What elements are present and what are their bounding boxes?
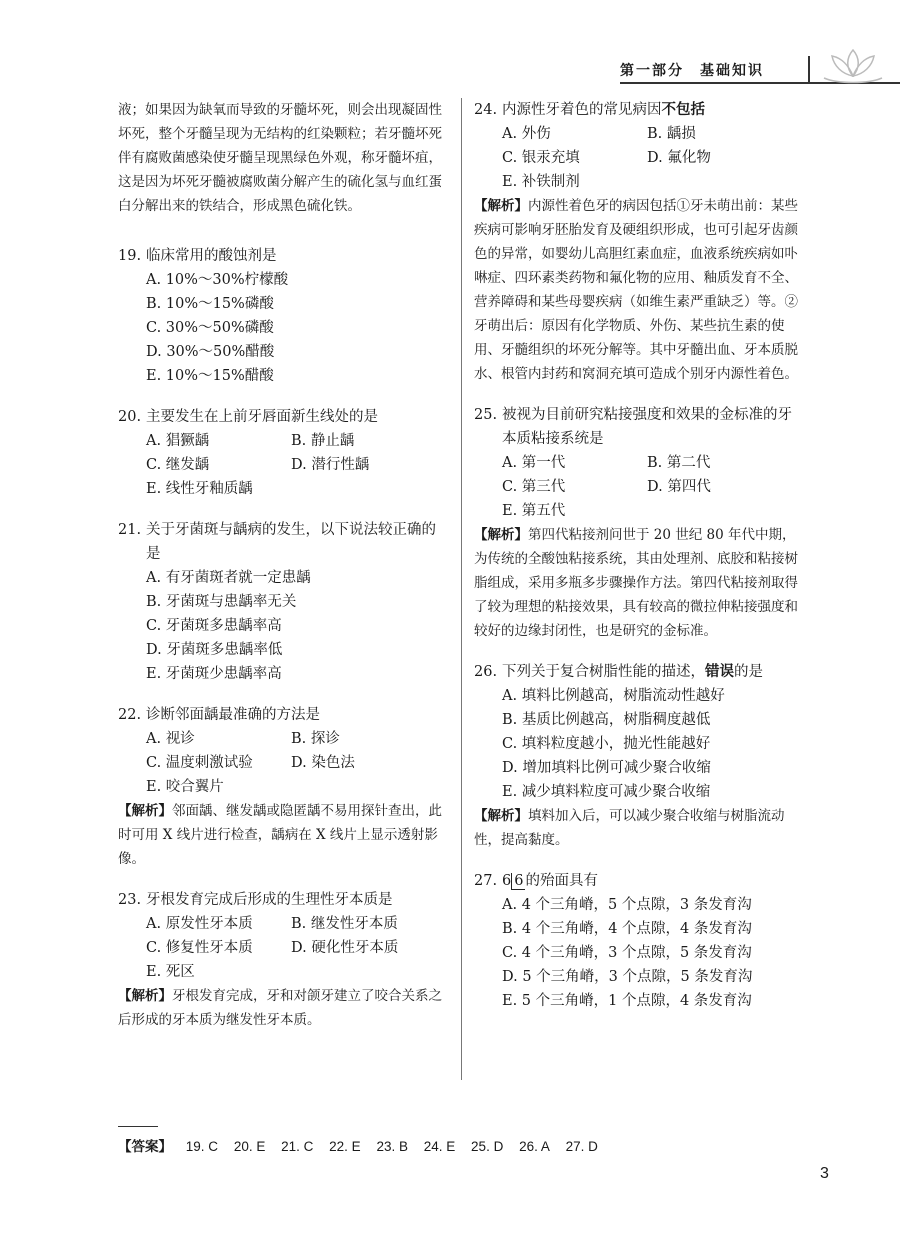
option: A. 有牙菌斑者就一定患龋 xyxy=(146,570,311,586)
left-column xyxy=(118,98,448,1049)
question-stem: 被视为目前研究粘接强度和效果的金标准的牙本质粘接系统是 xyxy=(502,407,792,447)
page-number: 3 xyxy=(820,1165,829,1182)
question-stem: 的殆面具有 xyxy=(525,873,598,889)
question-27: 27. 6 6 的殆面具有 A. 4 个三角嵴，5 个点隙，3 条发育沟 B. 4 个三角嵴，4 个点隙，4 条发育沟 C. 4 个三角嵴，3 个点隙，5 条发育沟 D. 5 个三角嵴，3 个点隙，5 条发育沟 E. 5 个三角嵴，1 个点隙，4 条发育沟 xyxy=(474,869,804,1013)
question-stem: 主要发生在上前牙唇面新生线处的是 xyxy=(146,409,378,425)
option: B. 第二代 xyxy=(647,455,711,471)
option: B. 继发性牙本质 xyxy=(291,916,398,932)
option: A. 视诊 xyxy=(146,731,195,747)
answers-rule xyxy=(118,1126,158,1127)
analysis: 【解析】牙根发育完成，牙和对颌牙建立了咬合关系之后形成的牙本质为继发性牙本质。 xyxy=(118,988,442,1028)
option: B. 牙菌斑与患龋率无关 xyxy=(146,594,297,610)
option: C. 修复性牙本质 xyxy=(146,940,253,956)
option: A. 第一代 xyxy=(502,455,566,471)
option: A. 4 个三角嵴，5 个点隙，3 条发育沟 xyxy=(502,897,752,913)
answer: 27. D xyxy=(565,1139,598,1154)
lotus-logo-icon xyxy=(818,44,888,86)
option: E. 咬合翼片 xyxy=(146,779,224,795)
question-21: 21. 关于牙菌斑与龋病的发生，以下说法较正确的是 A. 有牙菌斑者就一定患龋 B. 牙菌斑与患龋率无关 C. 牙菌斑多患龋率高 D. 牙菌斑多患龋率低 E. 牙菌斑少患龋率高 xyxy=(118,518,448,686)
analysis: 【解析】邻面龋、继发龋或隐匿龋不易用探针查出，此时可用 X 线片进行检查，龋病在 X 线片上显示透射影像。 xyxy=(118,803,442,867)
option: D. 潜行性龋 xyxy=(291,457,370,473)
option: E. 10%～15%醋酸 xyxy=(146,368,274,384)
question-22: 22. 诊断邻面龋最准确的方法是 A. 视诊 B. 探诊 C. 温度刺激试验 D. 染色法 E. 咬合翼片 【解析】邻面龋、继发龋或隐匿龋不易用探针查出，此时可用 X 线片进行检查，龋病在 X 线片上显示透射影像。 xyxy=(118,703,448,871)
running-header: 第一部分 基础知识 xyxy=(620,62,764,78)
question-stem: 牙根发育完成后形成的生理性牙本质是 xyxy=(146,892,393,908)
option: B. 4 个三角嵴，4 个点隙，4 条发育沟 xyxy=(502,921,752,937)
question-20: 20. 主要发生在上前牙唇面新生线处的是 A. 猖獗龋 B. 静止龋 C. 继发龋 D. 潜行性龋 E. 线性牙釉质龋 xyxy=(118,405,448,501)
answer: 24. E xyxy=(423,1139,456,1154)
question-stem: 下列关于复合树脂性能的描述， xyxy=(502,664,705,680)
answer: 20. E xyxy=(233,1139,266,1154)
answer-key: 【答案】 19. C 20. E 21. C 22. E 23. B 24. E 25. D 26. A 27. D xyxy=(118,1139,598,1154)
option: D. 5 个三角嵴，3 个点隙，5 条发育沟 xyxy=(502,969,753,985)
option: D. 硬化性牙本质 xyxy=(291,940,399,956)
option: E. 死区 xyxy=(146,964,195,980)
option: A. 猖獗龋 xyxy=(146,433,210,449)
question-stem: 诊断邻面龋最准确的方法是 xyxy=(146,707,320,723)
option: B. 基质比例越高，树脂稠度越低 xyxy=(502,712,711,728)
question-24: 24. 内源性牙着色的常见病因不包括 A. 外伤 B. 龋损 C. 银汞充填 D. 氟化物 E. 补铁制剂 【解析】内源性着色牙的病因包括①牙未萌出前：某些疾病可影响牙胚胎发育及硬组织形成，也可引起牙齿颜色的异常，如婴幼儿高胆红素血症，血液系统疾病如卟啉症、四环素类药物和氟化物的应用、釉质发育不全、营养障碍和某些母婴疾病（如维生素严重缺乏）等。②牙萌出后：原因有化学物质、外伤、某些抗生素的使用、牙髓组织的坏死分解等。其中牙髓出血、牙本质脱水、根管内封药和窝洞充填可造成个别牙内源性着色。 xyxy=(474,98,804,386)
option: C. 4 个三角嵴，3 个点隙，5 条发育沟 xyxy=(502,945,752,961)
question-23: 23. 牙根发育完成后形成的生理性牙本质是 A. 原发性牙本质 B. 继发性牙本质 C. 修复性牙本质 D. 硬化性牙本质 E. 死区 【解析】牙根发育完成，牙和对颌牙建立了咬合关系之后形成的牙本质为继发性牙本质。 xyxy=(118,888,448,1032)
question-25: 25. 被视为目前研究粘接强度和效果的金标准的牙本质粘接系统是 A. 第一代 B. 第二代 C. 第三代 D. 第四代 E. 第五代 【解析】第四代粘接剂问世于 20 世纪 80 年代中期，为传统的全酸蚀粘接系统，其由处理剂、底胶和粘接树脂组成，采用多瓶多步骤操作方法。第四代粘接剂取得了较为理想的粘接效果，具有较高的微拉伸粘接强度和较好的边缘封闭性，也是研究的金标准。 xyxy=(474,403,804,643)
answer: 25. D xyxy=(471,1139,504,1154)
header-bar xyxy=(808,56,810,84)
option: C. 温度刺激试验 xyxy=(146,755,253,771)
option: B. 龋损 xyxy=(647,126,696,142)
option: E. 线性牙釉质龋 xyxy=(146,481,253,497)
analysis: 【解析】第四代粘接剂问世于 20 世纪 80 年代中期，为传统的全酸蚀粘接系统，其由处理剂、底胶和粘接树脂组成，采用多瓶多步骤操作方法。第四代粘接剂取得了较为理想的粘接效果，具有较高的微拉伸粘接强度和较好的边缘封闭性，也是研究的金标准。 xyxy=(474,527,798,639)
question-stem: 临床常用的酸蚀剂是 xyxy=(146,248,277,264)
option: C. 第三代 xyxy=(502,479,566,495)
option: B. 10%～15%磷酸 xyxy=(146,296,274,312)
option: C. 30%～50%磷酸 xyxy=(146,320,274,336)
option: E. 补铁制剂 xyxy=(502,174,580,190)
option: D. 增加填料比例可减少聚合收缩 xyxy=(502,760,711,776)
option: B. 探诊 xyxy=(291,731,340,747)
option: D. 牙菌斑多患龋率低 xyxy=(146,642,283,658)
analysis: 【解析】内源性着色牙的病因包括①牙未萌出前：某些疾病可影响牙胚胎发育及硬组织形成，也可引起牙齿颜色的异常，如婴幼儿高胆红素血症，血液系统疾病如卟啉症、四环素类药物和氟化物的应用、釉质发育不全、营养障碍和某些母婴疾病（如维生素严重缺乏）等。②牙萌出后：原因有化学物质、外伤、某些抗生素的使用、牙髓组织的坏死分解等。其中牙髓出血、牙本质脱水、根管内封药和窝洞充填可造成个别牙内源性着色。 xyxy=(474,198,798,382)
option: C. 继发龋 xyxy=(146,457,210,473)
answer: 22. E xyxy=(329,1139,361,1154)
right-column xyxy=(474,98,804,1030)
question-stem: 内源性牙着色的常见病因 xyxy=(502,102,662,118)
option: E. 牙菌斑少患龋率高 xyxy=(146,666,282,682)
option: E. 减少填料粒度可减少聚合收缩 xyxy=(502,784,711,800)
option: E. 第五代 xyxy=(502,503,566,519)
column-divider xyxy=(461,98,462,1080)
intro-paragraph: 液；如果因为缺氧而导致的牙髓坏死，则会出现凝固性坏死，整个牙髓呈现为无结构的红染颗粒；若牙髓坏死伴有腐败菌感染使牙髓呈现黑绿色外观，称牙髓坏疽，这是因为坏死牙髓被腐败菌分解产生的硫化氢与血红蛋白分解出来的铁结合，形成黑色硫化铁。 xyxy=(118,102,442,214)
question-26: 26. 下列关于复合树脂性能的描述，错误的是 A. 填料比例越高，树脂流动性越好 B. 基质比例越高，树脂稠度越低 C. 填料粒度越小，抛光性能越好 D. 增加填料比例可减少聚合收缩 E. 减少填料粒度可减少聚合收缩 【解析】填料加入后，可以减少聚合收缩与树脂流动性，提高黏度。 xyxy=(474,660,804,852)
answer: 26. A xyxy=(519,1139,550,1154)
stem-emphasis: 不包括 xyxy=(661,101,705,118)
option: D. 30%～50%醋酸 xyxy=(146,344,275,360)
option: A. 外伤 xyxy=(502,126,551,142)
answer: 21. C xyxy=(281,1139,314,1154)
option: C. 牙菌斑多患龋率高 xyxy=(146,618,282,634)
option: C. 银汞充填 xyxy=(502,150,580,166)
question-19: 19. 临床常用的酸蚀剂是 A. 10%～30%柠檬酸 B. 10%～15%磷酸 C. 30%～50%磷酸 D. 30%～50%醋酸 E. 10%～15%醋酸 xyxy=(118,244,448,388)
question-stem: 关于牙菌斑与龋病的发生，以下说法较正确的是 xyxy=(146,522,436,562)
option: D. 第四代 xyxy=(647,479,711,495)
option: E. 5 个三角嵴，1 个点隙，4 条发育沟 xyxy=(502,993,752,1009)
stem-emphasis: 错误 xyxy=(705,663,734,680)
option: A. 10%～30%柠檬酸 xyxy=(146,272,289,288)
analysis: 【解析】填料加入后，可以减少聚合收缩与树脂流动性，提高黏度。 xyxy=(474,808,785,848)
answer: 23. B xyxy=(376,1139,408,1154)
option: A. 原发性牙本质 xyxy=(146,916,253,932)
tooth-notation: 6 6 xyxy=(502,873,524,889)
answer: 19. C xyxy=(185,1139,219,1154)
option: D. 染色法 xyxy=(291,755,355,771)
option: C. 填料粒度越小，抛光性能越好 xyxy=(502,736,711,752)
option: D. 氟化物 xyxy=(647,150,711,166)
option: B. 静止龋 xyxy=(291,433,355,449)
option: A. 填料比例越高，树脂流动性越好 xyxy=(502,688,725,704)
